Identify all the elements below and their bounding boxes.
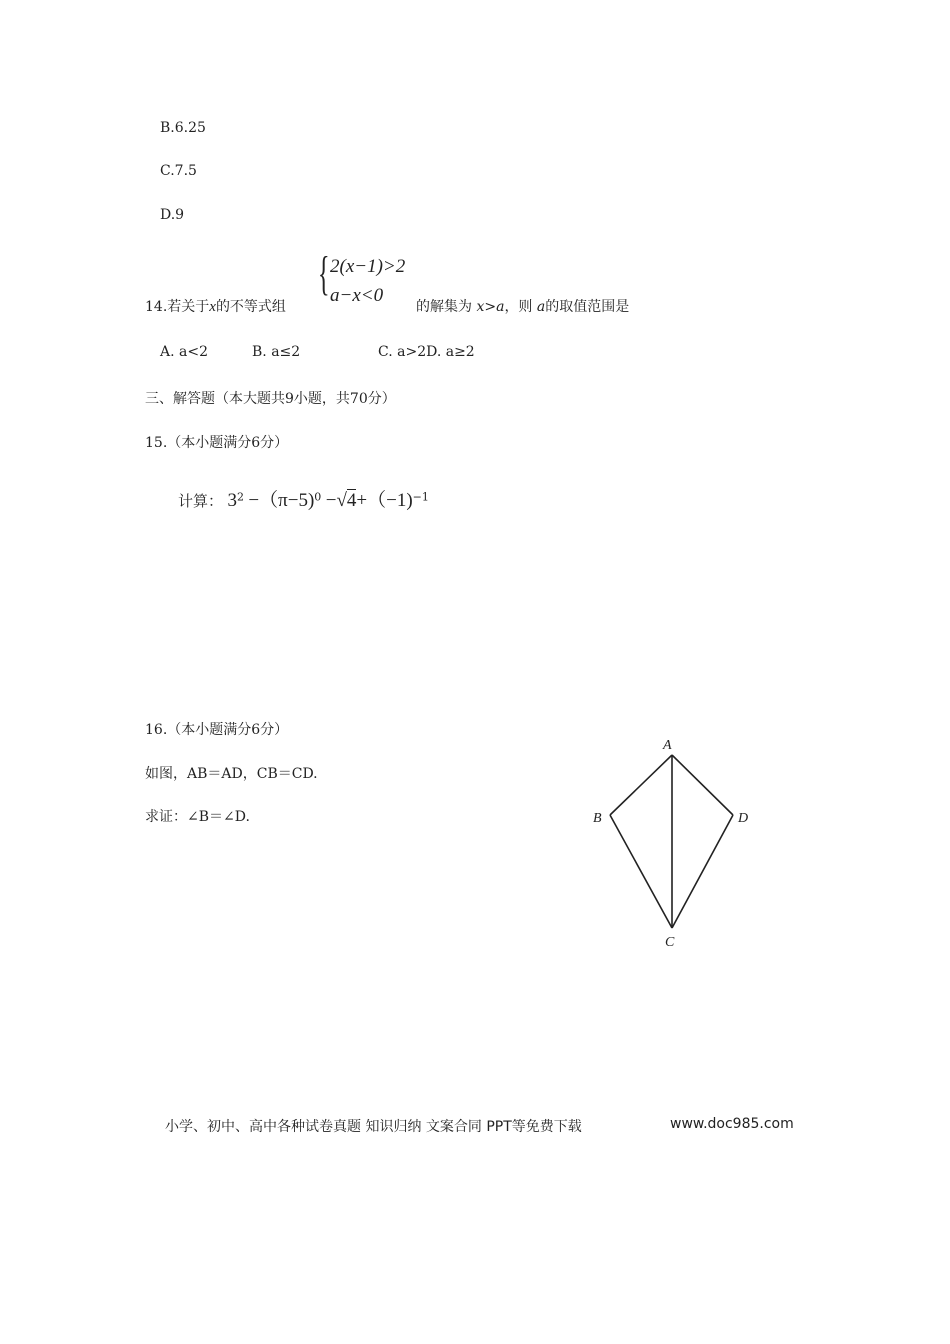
edge-ab (610, 755, 672, 815)
var: x (209, 299, 216, 315)
term: − (325, 490, 337, 511)
solution: x>a (476, 299, 505, 315)
q16-prove: 求证：∠B＝∠D. (145, 809, 250, 825)
edge-ad (672, 755, 733, 815)
inequality-1: 2(x−1)>2 (330, 256, 406, 277)
exp: 2 (236, 490, 244, 504)
sqrt-icon: √ (336, 490, 347, 511)
term: 3 (227, 490, 237, 511)
text: ，则 (504, 299, 533, 315)
var: a (536, 299, 546, 315)
section-heading: 三、解答题（本大题共9小题，共70分） (145, 391, 396, 407)
inequality-2: a−x<0 (330, 285, 384, 306)
footer-text: 小学、初中、高中各种试卷真题 知识归纳 文案合同 PPT等免费下载 (165, 1119, 582, 1135)
text: 的取值范围是 (545, 299, 630, 315)
term: −（π−5) (248, 490, 315, 511)
exp: −1 (412, 490, 429, 504)
q14-prefix (145, 296, 286, 316)
label-c: C (665, 935, 675, 950)
q14-suffix (416, 296, 629, 316)
label-a: A (663, 738, 672, 753)
brace-icon: { (318, 247, 330, 300)
label-b: B (593, 811, 602, 826)
option-c: C.7.5 (160, 163, 197, 179)
sqrt-arg: 4 (346, 490, 357, 511)
q15-expression (178, 485, 429, 512)
text: 14.若关于 (145, 299, 210, 315)
q16-given: 如图，AB＝AD，CB＝CD. (145, 766, 318, 782)
text: 的不等式组 (215, 299, 286, 315)
option-d: D.9 (160, 207, 185, 223)
text: 的解集为 (416, 299, 472, 315)
footer-link[interactable]: www.doc985.com (670, 1116, 794, 1132)
label: 计算： (178, 492, 224, 510)
term: +（−1) (356, 490, 413, 511)
option-b: B.6.25 (160, 120, 206, 136)
edge-bc (610, 815, 672, 928)
q14-option-b: B. a≤2 (252, 344, 301, 360)
q14-option-a: A. a<2 (160, 344, 208, 360)
q14-option-cd: C. a>2D. a≥2 (378, 344, 475, 360)
edge-dc (672, 815, 733, 928)
q15-header: 15.（本小题满分6分） (145, 435, 289, 451)
kite-figure (560, 730, 800, 960)
exp: 0 (314, 490, 322, 504)
label-d: D (738, 811, 749, 826)
q16-header: 16.（本小题满分6分） (145, 722, 289, 738)
